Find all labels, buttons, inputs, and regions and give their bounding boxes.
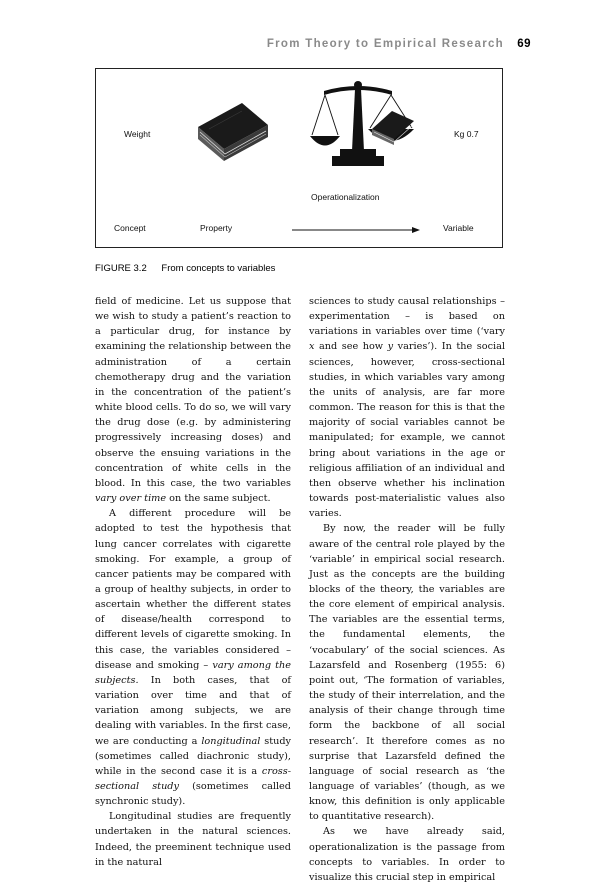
emphasis-text: vary over time xyxy=(95,493,167,505)
body-column-left xyxy=(95,294,291,870)
text-run: In both cases, that of variation over time and that of variation among subjects, we are dealing with variables. In the first case, we are conducting a xyxy=(95,674,291,747)
emphasis-text: y xyxy=(387,341,394,353)
text-run: on the same subject. xyxy=(166,493,271,505)
text-run: sciences to study causal relationships – experimentation – is based on variations in variables over time (‘vary xyxy=(309,296,505,338)
weighed-book-icon xyxy=(372,111,414,145)
running-head xyxy=(267,38,531,50)
label-weight: Weight xyxy=(124,129,151,139)
text-run: By now, the reader will be fully aware of the central role played by the ‘variable’ in empirical social research. Just as the concepts are the building blocks of the theory, the variables are the core element of empirical analysis. The variables are the essential terms, the fundamental elements, the ‘vocabulary’ of the social sciences. As Lazarsfeld and Rosenberg (1955: 6) point out, ‘The formation of variables, the study of their interrelation, and the analysis of their change through time form the backbone of all social research’. It therefore comes as no surprise that Lazarsfeld defined the language of social research as ‘the language of variables’ (though, as we know, this definition is only applicable to quantitative research). xyxy=(309,523,505,823)
paragraph xyxy=(95,294,291,506)
text-run: Longitudinal studies are frequently undertaken in the natural sciences. Indeed, the preeminent technique used in the natural xyxy=(95,811,291,868)
label-operationalization: Operationalization xyxy=(311,192,380,202)
paragraph xyxy=(309,294,505,521)
emphasis-text: cross-sectional study xyxy=(95,765,291,792)
text-run: A different procedure will be adopted to test the hypothesis that lung cancer correlates with cigarette smoking. For example, a group of cancer patients may be compared with a group of healthy subjects, in order to ascertain whether the different states of disease/health correspond to different levels of cigarette smoking. In this case, the variables considered – disease and smoking – xyxy=(95,508,291,671)
text-run: study (sometimes called diachronic study), while in the second case it is a xyxy=(95,735,291,777)
body-column-right xyxy=(309,294,505,885)
book-icon xyxy=(198,103,268,161)
figure-3-2 xyxy=(95,68,503,248)
label-concept: Concept xyxy=(114,223,146,233)
text-run: As we have already said, operationalization is the passage from concepts to variables. In order to visualize this crucial step in empirical xyxy=(309,826,505,883)
arrow-icon xyxy=(292,227,420,233)
paragraph xyxy=(95,809,291,870)
paragraph xyxy=(309,824,505,885)
figure-illustration xyxy=(96,69,502,247)
emphasis-text: vary among the subjects. xyxy=(95,659,291,686)
figure-number: FIGURE 3.2 xyxy=(95,263,147,274)
figure-caption xyxy=(95,263,275,274)
emphasis-text: longitudinal xyxy=(201,735,261,747)
label-variable: Variable xyxy=(443,223,474,233)
running-head-title: From Theory to Empirical Research xyxy=(266,38,504,50)
paragraph xyxy=(95,506,291,809)
label-property: Property xyxy=(200,223,233,233)
text-run: and see how xyxy=(314,341,388,353)
figure-caption-text: From concepts to variables xyxy=(161,263,276,274)
balance-scale-icon xyxy=(310,81,414,166)
label-kg: Kg 0.7 xyxy=(454,129,479,139)
page-number: 69 xyxy=(517,38,531,50)
text-run: (sometimes called synchronic study). xyxy=(95,781,291,808)
text-run: field of medicine. Let us suppose that we wish to study a patient’s reaction to a particular drug, for instance by examining the relationship between the administration of a certain chemotherapy drug and the variation in the concentration of the patient’s white blood cells. To do so, we will vary the drug dose (e.g. by administering progressively increasing doses) and observe the ensuing variations in the concentration of white cells in the blood. In this case, the two variables xyxy=(95,296,291,489)
emphasis-text: x xyxy=(309,341,315,353)
text-run: varies’). In the social sciences, however, cross-sectional studies, in which variables vary among the units of analysis, are far more common. The reason for this is that the majority of social variables cannot be manipulated; for example, we cannot bring about variations in the age or religious affiliation of an individual and then observe whether his inclination towards post-materialistic values also varies. xyxy=(309,341,505,520)
paragraph xyxy=(309,521,505,824)
